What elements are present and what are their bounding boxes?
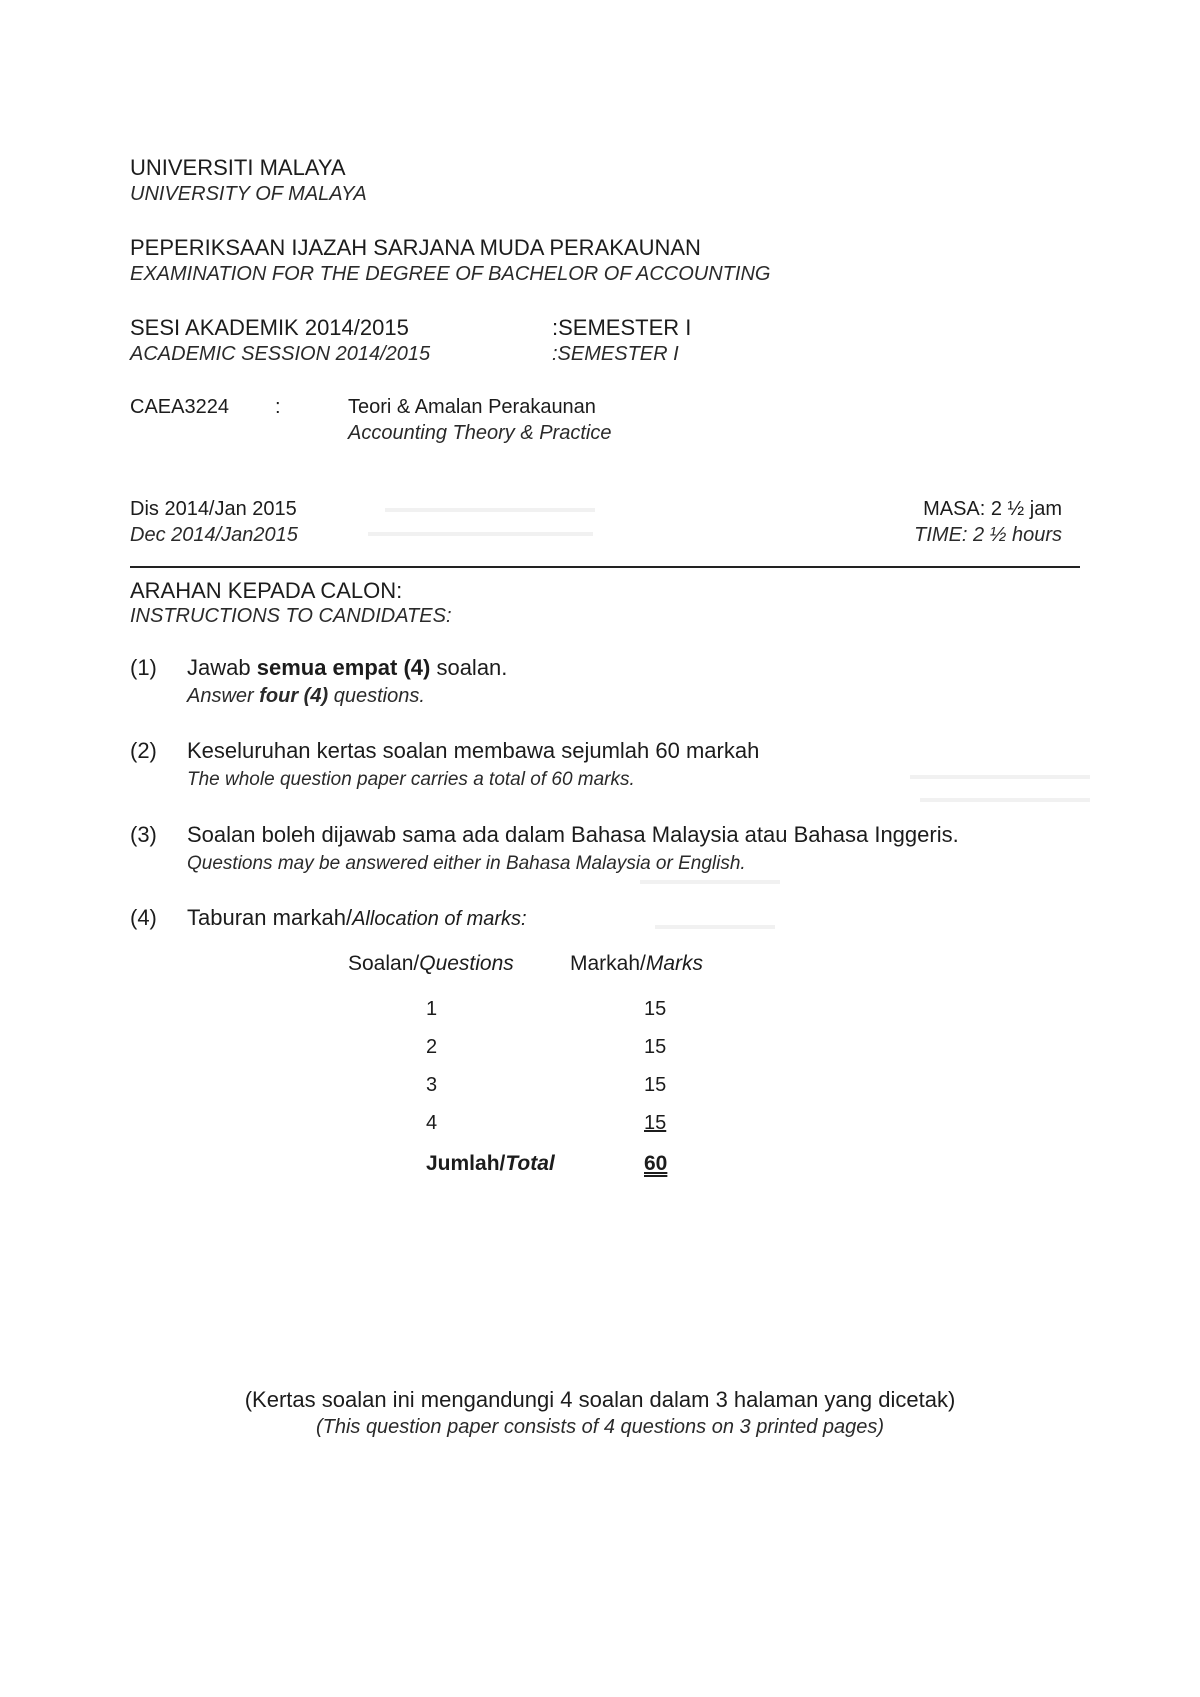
exam-time-en: TIME: 2 ½ hours	[914, 524, 1062, 546]
bleed-through-mark	[368, 532, 593, 536]
bleed-through-mark	[385, 508, 595, 512]
university-name-ms: UNIVERSITI MALAYA	[130, 155, 346, 180]
exam-date-ms: Dis 2014/Jan 2015	[130, 498, 297, 520]
instruction-4: Taburan markah/Allocation of marks:	[187, 905, 527, 930]
instruction-2-en: The whole question paper carries a total of 60 marks.	[187, 769, 635, 790]
question-marks: 15	[644, 1036, 667, 1058]
table-row	[348, 1074, 768, 1112]
bleed-through-mark	[640, 880, 780, 884]
exam-date-en: Dec 2014/Jan2015	[130, 524, 298, 546]
question-number: 1	[426, 998, 438, 1020]
total-value: 60	[644, 1152, 668, 1175]
instruction-3-en: Questions may be answered either in Bahasa Malaysia or English.	[187, 853, 746, 874]
marks-table-header	[348, 952, 768, 998]
instruction-number: (1)	[130, 655, 157, 680]
marks-table	[348, 952, 768, 1190]
footer-en: (This question paper consists of 4 questions on 3 printed pages)	[315, 1416, 885, 1438]
question-marks: 15	[644, 1074, 667, 1096]
instruction-number: (4)	[130, 905, 157, 930]
table-row	[348, 1112, 768, 1150]
question-number: 4	[426, 1112, 438, 1134]
table-row	[348, 1036, 768, 1074]
instruction-1-ms: Jawab semua empat (4) soalan.	[187, 655, 508, 680]
exam-title-ms: PEPERIKSAAN IJAZAH SARJANA MUDA PERAKAUNAN	[130, 235, 701, 260]
footer-ms: (Kertas soalan ini mengandungi 4 soalan dalam 3 halaman yang dicetak)	[244, 1387, 956, 1412]
total-label: Jumlah/Total	[426, 1152, 555, 1175]
semester-en: :SEMESTER I	[552, 343, 679, 365]
instruction-2-ms: Keseluruhan kertas soalan membawa sejumlah 60 markah	[187, 738, 760, 763]
session-en: ACADEMIC SESSION 2014/2015	[130, 343, 431, 365]
instruction-number: (2)	[130, 738, 157, 763]
instructions-heading-en: INSTRUCTIONS TO CANDIDATES:	[130, 605, 452, 627]
instruction-3-ms: Soalan boleh dijawab sama ada dalam Bahasa Malaysia atau Bahasa Inggeris.	[187, 822, 959, 847]
divider-line	[130, 566, 1080, 568]
instructions-heading-ms: ARAHAN KEPADA CALON:	[130, 578, 403, 603]
instruction-number: (3)	[130, 822, 157, 847]
table-row	[348, 998, 768, 1036]
col-header-questions: Soalan/Questions	[348, 952, 514, 975]
semester-ms: :SEMESTER I	[552, 315, 692, 340]
table-total-row	[348, 1152, 768, 1190]
col-header-marks: Markah/Marks	[570, 952, 704, 975]
instruction-1-en: Answer four (4) questions.	[187, 685, 425, 707]
session-ms: SESI AKADEMIK 2014/2015	[130, 315, 409, 340]
exam-title-en: EXAMINATION FOR THE DEGREE OF BACHELOR OF ACCOUNTING	[130, 263, 771, 285]
bleed-through-mark	[655, 925, 775, 929]
question-number: 2	[426, 1036, 438, 1058]
course-title-ms: Teori & Amalan Perakaunan	[348, 396, 596, 418]
bleed-through-mark	[910, 775, 1090, 779]
course-separator: :	[275, 396, 281, 418]
course-title-en: Accounting Theory & Practice	[348, 422, 612, 444]
exam-time-ms: MASA: 2 ½ jam	[923, 498, 1062, 520]
bleed-through-mark	[920, 798, 1090, 802]
question-number: 3	[426, 1074, 438, 1096]
question-marks: 15	[644, 1112, 667, 1134]
question-marks: 15	[644, 998, 667, 1020]
course-code: CAEA3224	[130, 396, 229, 418]
university-name-en: UNIVERSITY OF MALAYA	[130, 183, 367, 205]
